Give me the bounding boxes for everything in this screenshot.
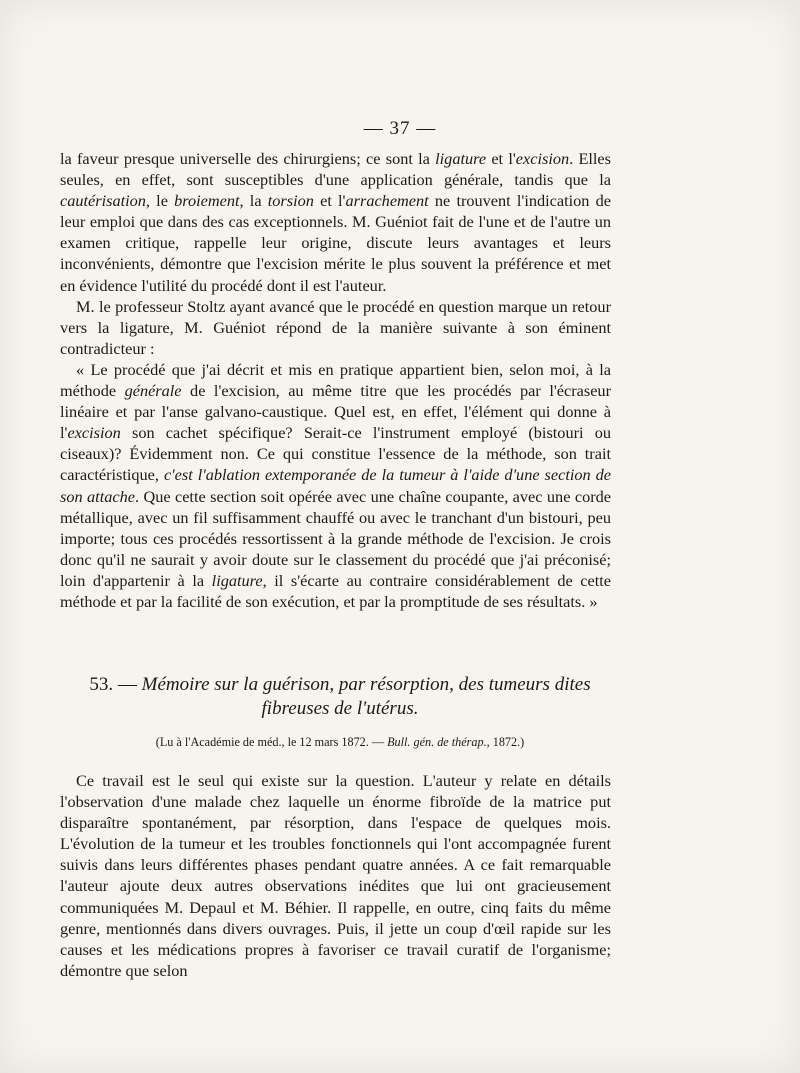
previous-section-text [60,148,611,612]
paragraph-resorption: Ce travail est le seul qui existe sur la question. L'auteur y relate en détails l'observation d'une malade chez laquelle un énorme fibroïde de la matrice put disparaître spontanément, par résorption, dans l'espace de quelques mois. L'évolution de la tumeur et les troubles fonctionnels qui l'ont accompagnée furent suivis dans leurs différentes phases pendant quatre années. A ce fait remarquable l'auteur ajoute deux autres observations inédites que lui ont gracieusement communiquées M. Depaul et M. Béhier. Il rappelle, en outre, cinq faits du même genre, mentionnés dans divers ouvrages. Puis, il jette un coup d'œil rapide sur les causes et les médications propres à favoriser ce travail curatif de l'organisme; démontre que selon [60,771,611,980]
section-number: 53. — [89,674,142,695]
publication-reference: (Lu à l'Académie de méd., le 12 mars 1872. — Bull. gén. de thérap., 1872.) [155,735,525,749]
paragraph-stoltz: M. le professeur Stoltz ayant avancé que le procédé en question marque un retour vers la ligature, M. Guéniot répond de la manière suivante à son éminent contradicteur : [60,296,611,358]
quotation-paragraph: « Le procédé que j'ai décrit et mis en pratique appartient bien, selon moi, à la méthode générale de l'excision, au même titre que les procédés par l'écraseur linéaire et par l'anse galvano-caustique. Quel est, en effet, l'élément qui donne à l'excision son cachet spécifique? Serait-ce l'instrument employé (bistouri ou ciseaux)? Évidemment non. Ce qui constitue l'essence de la méthode, son trait caractéristique, c'est l'ablation extemporanée de la tumeur à l'aide d'une section de son attache. Que cette section soit opérée avec une chaîne coupante, avec une corde métallique, avec un fil suffisamment chauffé ou avec le tranchant d'un bistouri, peu importe; tous ces procédés ressortissent à la grande méthode de l'excision. Je crois donc qu'il ne saurait y avoir doute sur le classement du procédé que j'ai préconisé; loin d'appartenir à la ligature, il s'écarte au contraire considérablement de cette méthode et par la facilité de son exécution, et par la promptitude de ses résultats. » [60,359,612,611]
page-number: — 37 — [363,118,437,139]
section-heading [60,673,620,721]
paragraph-techniques: la faveur presque universelle des chirurgiens; ce sont la ligature et l'excision. Elles seules, en effet, sont susceptibles d'une application générale, tandis que la cautérisation, le broiement, la torsion et l'arrachement ne trouvent l'indication de leur emploi que dans des cas exceptionnels. M. Guéniot fait de l'une et de l'autre un examen critique, rappelle leur origine, discute leurs avantages et leurs inconvénients, démontre que l'excision mérite le plus souvent la préférence et met en évidence l'utilité du procédé dont il est l'auteur. [60,149,612,295]
section-53-text [60,770,611,981]
section-title: Mémoire sur la guérison, par résorption, des tumeurs dites fibreuses de l'utérus. [141,674,591,719]
